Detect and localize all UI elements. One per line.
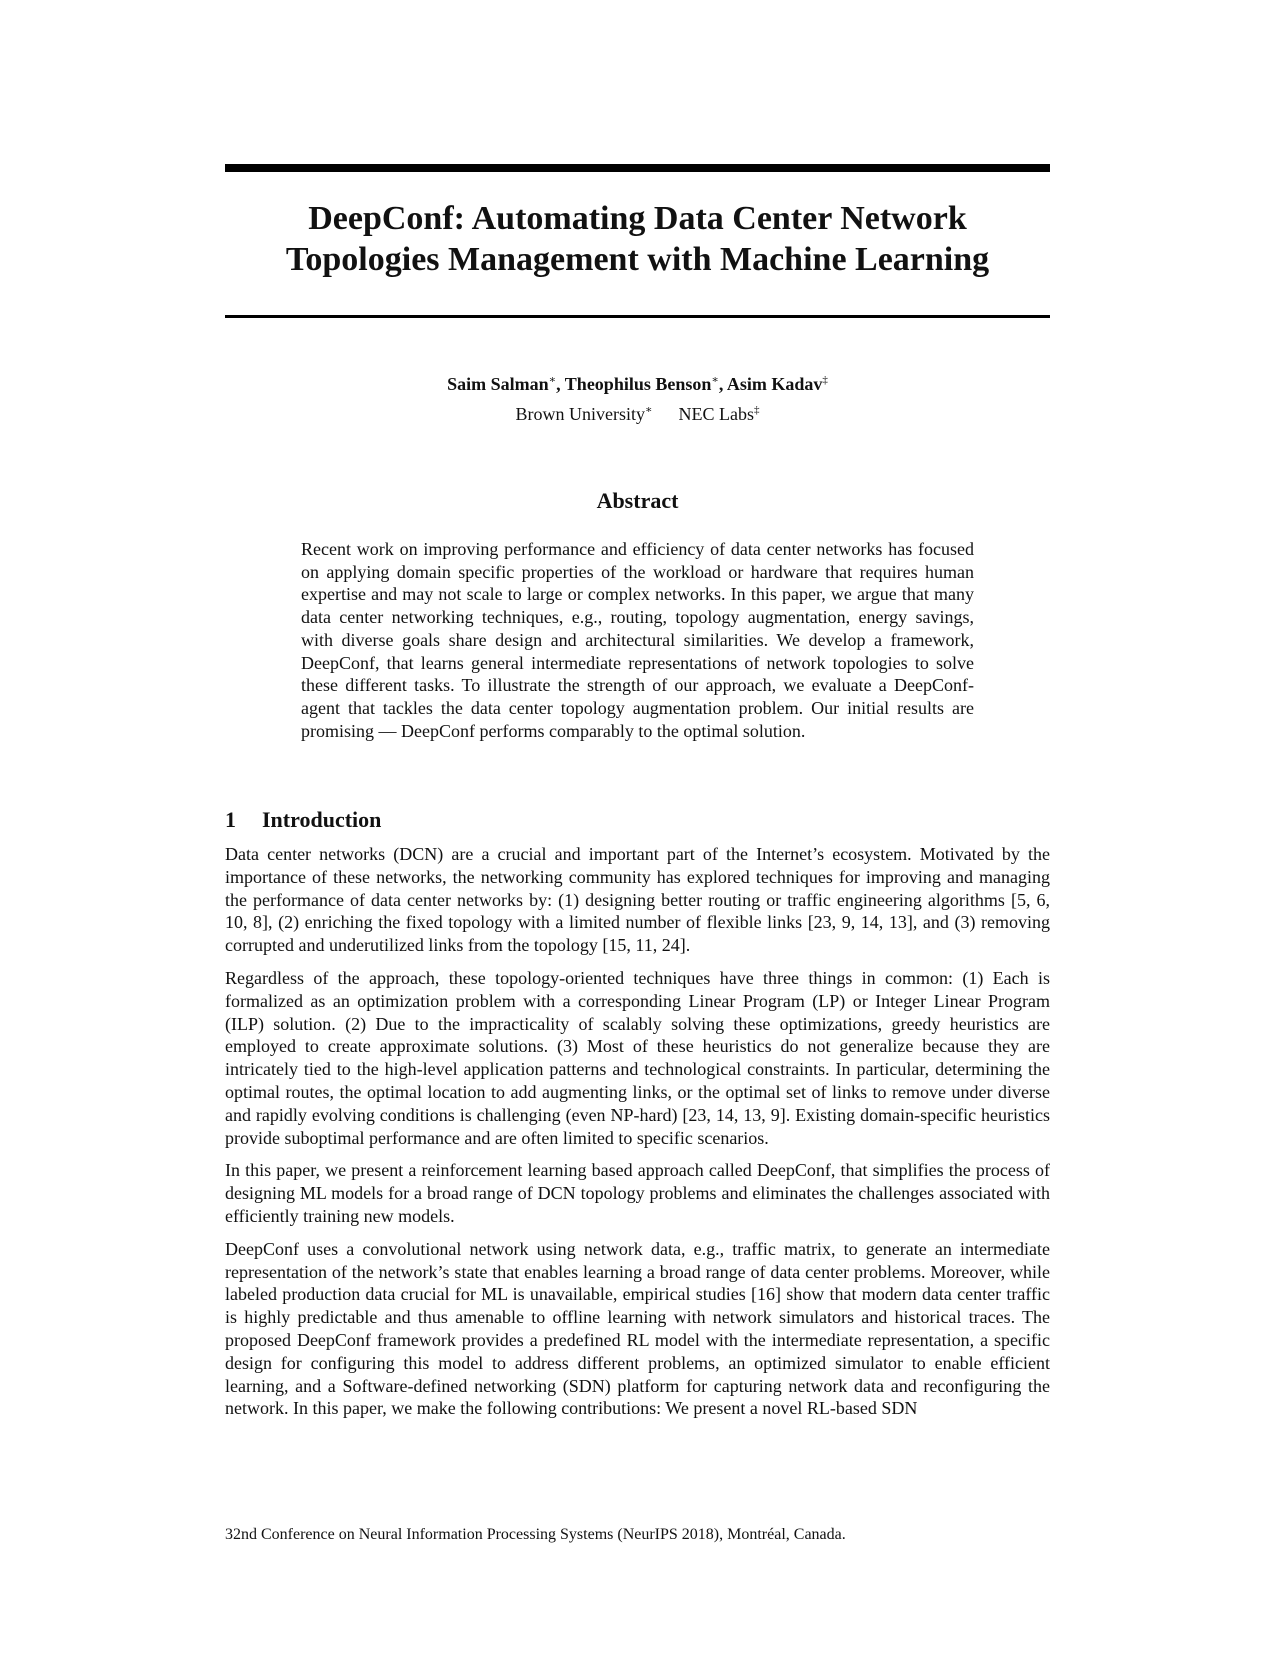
author-mark: ∗: [548, 374, 557, 386]
body-paragraph: In this paper, we present a reinforcement learning based approach called DeepConf, that simplifies the process of designing ML models for a broad range of DCN topology problems and eliminates the challenges associated with efficiently training new models.: [225, 1160, 1050, 1226]
author-mark: ∗: [711, 374, 719, 386]
author-name: Theophilus Benson: [564, 374, 712, 394]
title-top-rule: [225, 164, 1050, 172]
section-heading: [225, 806, 1050, 834]
affiliation-name: Brown University: [515, 404, 645, 424]
title-bottom-rule: [225, 315, 1050, 318]
section-number: 1: [225, 807, 236, 832]
author-name: Saim Salman: [447, 374, 549, 394]
title-line-1: DeepConf: Automating Data Center Network: [308, 200, 967, 237]
body-paragraph: Regardless of the approach, these topology-oriented techniques have three things in common: (1) Each is formalized as an optimization problem with a corresponding Linear Program (LP) or Integer Linear Program (ILP) solution. (2) Due to the impracticality of scalably solving these optimizations, greedy heuristics are employed to create approximate solutions. (3) Most of these heuristics do not generalize because they are intricately tied to the high-level application patterns and technological constraints. In particular, determining the optimal routes, the optimal location to add augmenting links, or the optimal set of links to remove under diverse and rapidly evolving conditions is challenging (even NP-hard) [23, 14, 13, 9]. Existing domain-specific heuristics provide suboptimal performance and are often limited to specific scenarios.: [225, 967, 1050, 1148]
affiliation-mark: ∗: [645, 404, 653, 416]
abstract-heading: Abstract: [596, 488, 679, 513]
author-mark: ‡: [822, 374, 828, 386]
author-list: Saim Salman∗, Theophilus Benson∗, Asim Kadav‡: [447, 374, 828, 394]
body-paragraph: Data center networks (DCN) are a crucial and important part of the Internet’s ecosystem. Motivated by the importance of these networks, the networking community has explored techniques for improving and managing the performance of data center networks by: (1) designing better routing or traffic engineering algorithms [5, 6, 10, 8], (2) enriching the fixed topology with a limited number of flexible links [23, 9, 14, 13], and (3) removing corrupted and underutilized links from the topology [15, 11, 24].: [225, 844, 1050, 956]
section-body: [225, 843, 1050, 1430]
abstract-text: Recent work on improving performance and efficiency of data center networks has focused on applying domain specific properties of the workload or hardware that requires human expertise and may not scale to large or complex networks. In this paper, we argue that many data center networking techniques, e.g., routing, topology augmentation, energy savings, with diverse goals share design and architectural similarities. We develop a framework, DeepConf, that learns general intermediate representations of network topologies to solve these different tasks. To illustrate the strength of our approach, we evaluate a DeepConf-agent that tackles the data center topology augmentation problem. Our initial results are promising — DeepConf performs comparably to the optimal solution.: [301, 539, 974, 741]
affiliation-mark: ‡: [753, 404, 760, 416]
section-title: Introduction: [262, 807, 382, 832]
title-line-2: Topologies Management with Machine Learning: [285, 241, 990, 278]
affiliation-list: [225, 402, 1050, 426]
body-paragraph: DeepConf uses a convolutional network using network data, e.g., traffic matrix, to generate an intermediate representation of the network’s state that enables learning a broad range of data center problems. Moreover, while labeled production data crucial for ML is unavailable, empirical studies [16] show that modern data center traffic is highly predictable and thus amenable to offline learning with network simulators and historical traces. The proposed DeepConf framework provides a predefined RL model with the intermediate representation, a specific design for configuring this model to address different problems, an optimized simulator to enable efficient learning, and a Software-defined networking (SDN) platform for capturing network data and reconfiguring the network. In this paper, we make the following contributions: We present a novel RL-based SDN: [225, 1238, 1050, 1419]
paper-title: [225, 198, 1050, 280]
affiliation-name: NEC Labs: [678, 404, 754, 424]
author-name: Asim Kadav: [726, 374, 823, 394]
conference-footnote: 32nd Conference on Neural Information Processing Systems (NeurIPS 2018), Montréal, Canada.: [225, 1526, 846, 1543]
